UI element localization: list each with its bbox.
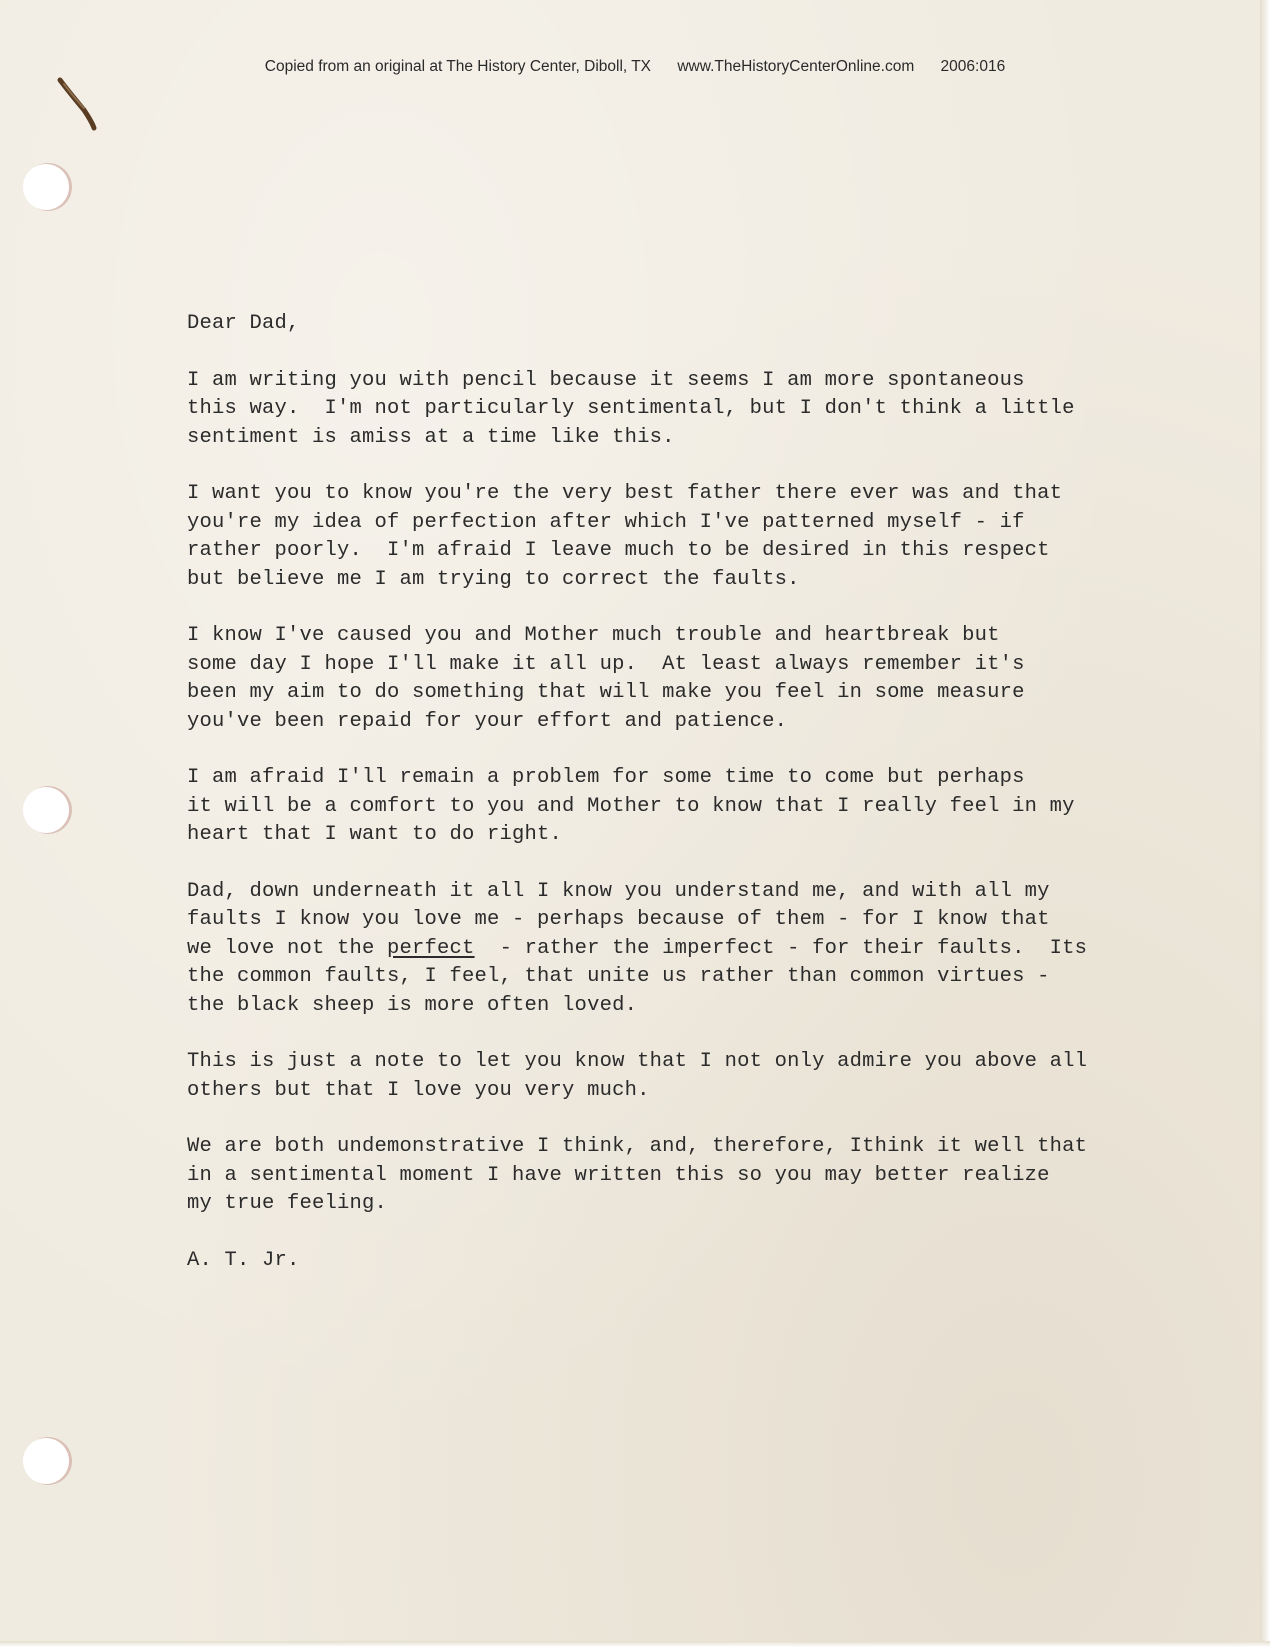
letter-paragraph-2 [187,480,1107,594]
catalog-number: 2006:016 [940,58,1006,75]
letter-line: been my aim to do something that will make you feel in some measure [187,681,1025,704]
letter-line: I know I've caused you and Mother much trouble and heartbreak but [187,624,1000,647]
punch-hole-middle [23,787,69,833]
letter-line: This is just a note to let you know that I not only admire you above all [187,1050,1088,1073]
letter-line: but believe me I am trying to correct the faults. [187,567,800,591]
letter-paragraph-6 [187,1048,1107,1105]
archive-header-note [0,58,1270,76]
letter-salutation: Dear Dad, [187,312,300,335]
letter-line: sentiment is amiss at a time like this. [187,425,675,449]
line-text-before: we love not the [187,936,388,960]
punch-hole-bottom [23,1438,69,1484]
letter-line: We are both undemonstrative I think, and, therefore, Ithink it well that [187,1135,1088,1158]
letter-body [187,310,1107,1275]
letter-line: I am afraid I'll remain a problem for some time to come but perhaps [187,766,1025,789]
letter-line: heart that I want to do right. [187,823,563,846]
staple-mark-icon [54,74,100,132]
letter-paragraph-1 [187,367,1107,453]
letter-line: some day I hope I'll make it all up. At least always remember it's [187,652,1025,676]
source-note: Copied from an original at The History Center, Diboll, TX [264,58,652,75]
letter-line: my true feeling. [187,1192,388,1215]
letter-line: in a sentimental moment I have written this so you may better realize [187,1163,1050,1187]
letter-paragraph-4 [187,764,1107,850]
letter-line: faults I know you love me - perhaps because of them - for I know that [187,908,1050,931]
letter-paragraph-5 [187,878,1107,1021]
letter-line: I want you to know you're the very best father there ever was and that [187,482,1063,505]
letter-paragraph-3 [187,622,1107,736]
underlined-word: perfect [387,936,475,960]
letter-line: the common faults, I feel, that unite us rather than common virtues - [187,965,1050,988]
letter-line: the black sheep is more often loved. [187,993,638,1017]
line-text-after: - rather the imperfect - for their faults. Its [474,936,1088,960]
letter-line: rather poorly. I'm afraid I leave much to be desired in this respect [187,539,1050,562]
letter-line: Dad, down underneath it all I know you understand me, and with all my [187,879,1050,903]
letter-line: you've been repaid for your effort and patience. [187,709,788,733]
letter-signature: A. T. Jr. [187,1248,300,1272]
letter-line: it will be a comfort to you and Mother to know that I really feel in my [187,794,1075,818]
letter-line: this way. I'm not particularly sentimental, but I don't think a little [187,397,1075,420]
letter-line: others but that I love you very much. [187,1078,650,1102]
archive-website: www.TheHistoryCenterOnline.com [677,58,915,75]
punch-hole-top [23,164,69,210]
letter-line: you're my idea of perfection after which I've patterned myself - if [187,510,1025,534]
letter-line-underlined [187,935,1107,964]
letter-paragraph-7 [187,1133,1107,1219]
paper-edge-bottom [0,1641,1270,1647]
paper-edge-right [1260,0,1270,1647]
letter-line: I am writing you with pencil because it seems I am more spontaneous [187,368,1025,392]
